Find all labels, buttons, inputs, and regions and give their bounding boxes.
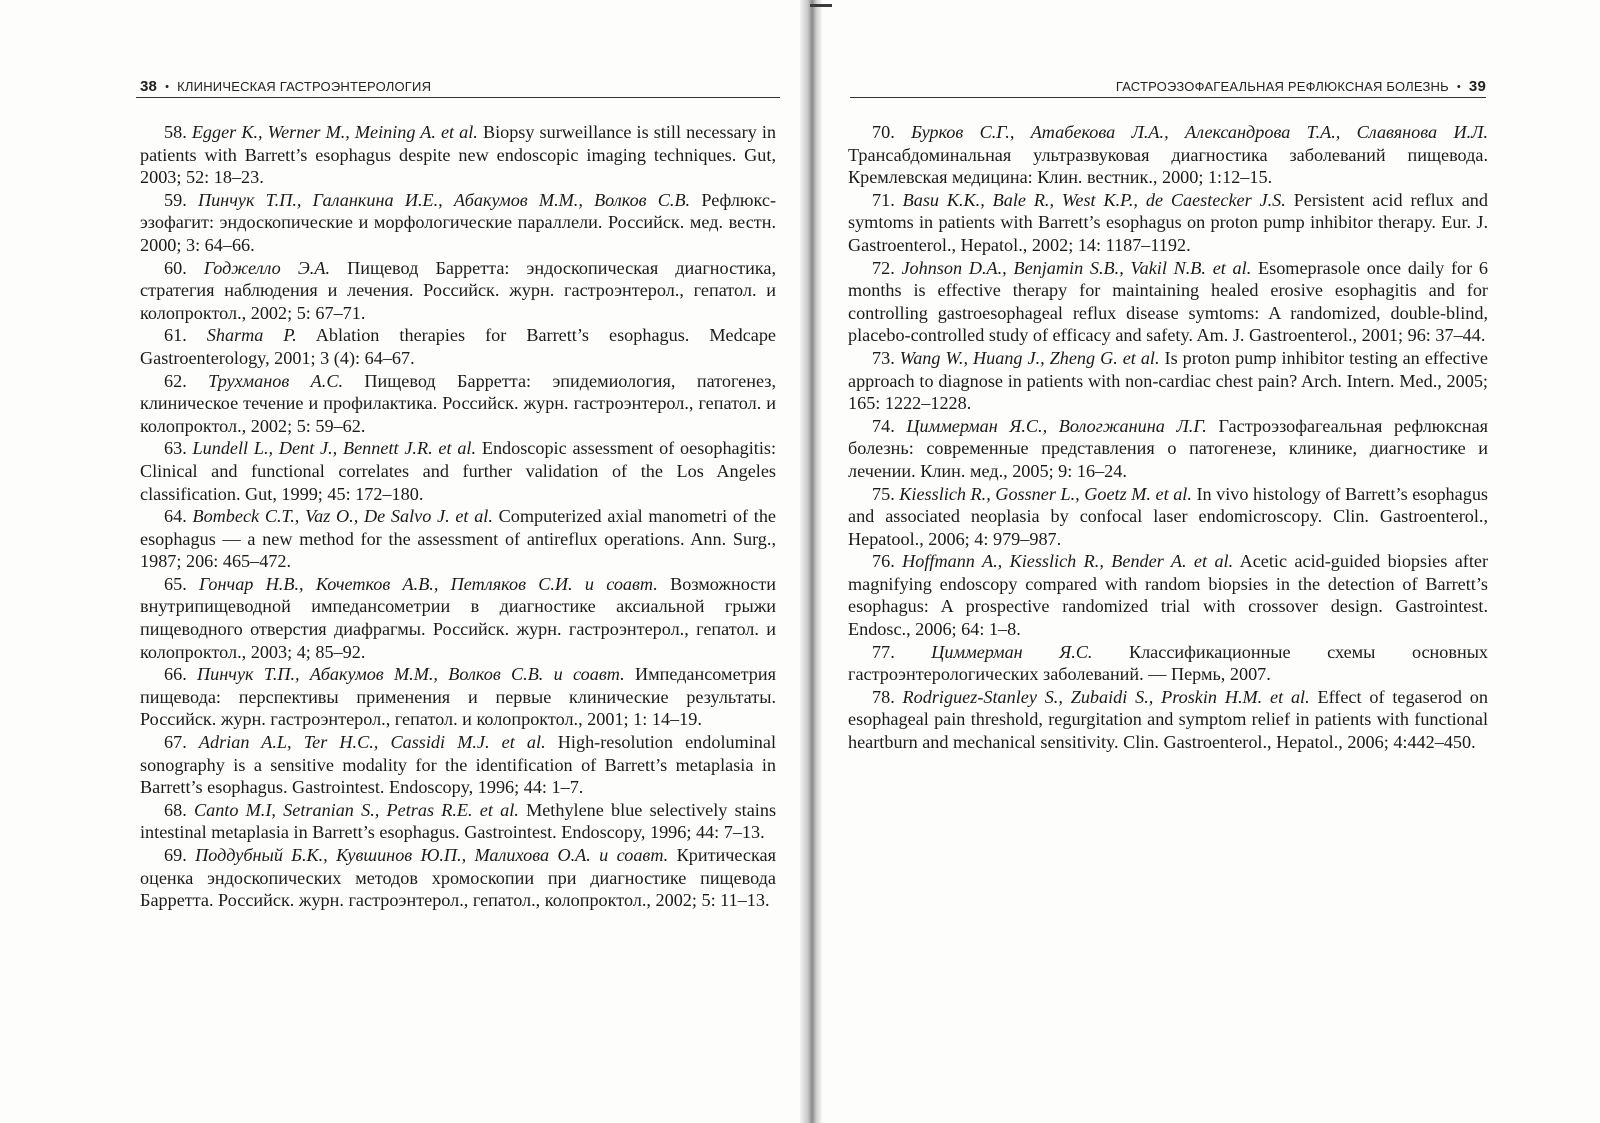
page-number: 38 (140, 78, 158, 95)
reference-authors: Бурков С.Г., Атабекова Л.А., Александрова Т.А., Славянова И.Л. (911, 122, 1489, 142)
reference-authors: Трухманов А.С. (208, 370, 344, 391)
reference-number: 68. (164, 799, 187, 820)
reference-authors: Пинчук Т.П., Абакумов М.М., Волков С.В. и соавт. (197, 664, 625, 685)
reference-text: Biopsy surweillance is still necessary in patients with Barrett’s esophagus despite new endoscopic imaging techniques. Gut, 2003; 52: 18–23. (140, 122, 776, 188)
reference-number: 60. (164, 257, 187, 278)
reference-number: 63. (164, 438, 187, 459)
reference-item (848, 121, 1488, 189)
reference-item (140, 844, 776, 912)
reference-number: 58. (164, 122, 187, 142)
reference-text: Persistent acid reflux and symtoms in patients with Barrett’s esophagus on proton pump inhibitor therapy. Eur. J. Gastroenterol., Hepatol., 2002; 14: 1187–1192. (848, 189, 1488, 255)
reference-number: 67. (164, 732, 187, 753)
reference-authors: Egger K., Werner M., Meining A. et al. (191, 122, 478, 142)
running-title: КЛИНИЧЕСКАЯ ГАСТРОЭНТЕРОЛОГИЯ (177, 79, 432, 94)
reference-number: 65. (164, 573, 187, 594)
reference-number: 76. (872, 551, 895, 572)
reference-number: 71. (872, 189, 895, 210)
reference-authors: Lundell L., Dent J., Bennett J.R. et al. (192, 438, 477, 459)
reference-text: Is proton pump inhibitor testing an effective approach to diagnose in patients with non-cardiac chest pain? Arch. Intern. Med., 2005; 165: 1222–1228. (848, 347, 1489, 414)
reference-authors: Гончар Н.В., Кочетков А.В., Петляков С.И. и соавт. (199, 573, 658, 594)
reference-authors: Поддубный Б.К., Кувшинов Ю.П., Малихова О.А. и соавт. (195, 845, 669, 865)
reference-number: 73. (872, 347, 895, 368)
reference-number: 72. (872, 257, 895, 278)
reference-number: 66. (164, 664, 187, 685)
right-page-header (852, 78, 1486, 98)
reference-item (140, 437, 776, 505)
reference-text: Esomeprasole once daily for 6 months is effective therapy for maintaining healed erosive esophagitis and for controlling gastroesophageal reflux disease symtoms: A randomized, double-blind, placebo-controlled study of efficacy and safety. Am. J. Gastroenterol., 2001; 96: 37–44. (848, 257, 1489, 346)
reference-item (140, 663, 776, 731)
reference-authors: Kiesslich R., Gossner L., Goetz M. et al. (899, 483, 1192, 504)
reference-number: 75. (872, 483, 895, 504)
reference-authors: Bombeck C.T., Vaz O., De Salvo J. et al. (192, 506, 493, 527)
reference-authors: Пинчук Т.П., Галанкина И.Е., Абакумов М.М., Волков С.В. (197, 189, 691, 210)
page-number: 39 (1468, 78, 1486, 95)
reference-item (848, 550, 1488, 640)
reference-authors: Годжелло Э.А. (203, 257, 330, 278)
reference-text: Классификационные схемы основных гастроэнтерологических заболеваний. — Пермь, 2007. (848, 641, 1489, 685)
reference-text: Пищевод Барретта: эпидемиология, патогенез, клиническое течение и профилактика. Российск. журн. гастроэнтерол., гепатол. и колопроктол., 2002; 5: 59–62. (140, 370, 777, 436)
reference-authors: Циммерман Я.С. (931, 641, 1093, 662)
reference-authors: Canto M.I, Setranian S., Petras R.E. et al. (193, 799, 519, 820)
reference-item (848, 686, 1488, 754)
reference-item (848, 641, 1488, 686)
reference-text: Гастроэзофагеальная рефлюксная болезнь: современные представления о патогенезе, клинике, диагностике и лечении. Клин. мед., 2005; 9: 16–24. (848, 415, 1489, 481)
reference-item (140, 257, 776, 325)
reference-authors: Rodriguez-Stanley S., Zubaidi S., Proskin H.M. et al. (902, 686, 1310, 707)
reference-item (140, 121, 776, 189)
reference-item (848, 189, 1488, 257)
header-separator: • (165, 81, 170, 93)
reference-list (140, 121, 776, 912)
reference-item (848, 257, 1488, 347)
reference-text: Methylene blue selectively stains intestinal metaplasia in Barrett’s esophagus. Gastrointest. Endoscopy, 1996; 44: 7–13. (140, 799, 777, 843)
reference-authors: Hoffmann A., Kiesslich R., Bender A. et al. (902, 551, 1234, 572)
reference-item (140, 799, 776, 844)
reference-item (848, 347, 1488, 415)
reference-item (848, 415, 1488, 483)
left-page-header (140, 78, 780, 98)
running-title: ГАСТРОЭЗОФАГЕАЛЬНАЯ РЕФЛЮКСНАЯ БОЛЕЗНЬ (1115, 79, 1449, 94)
reference-text: Импедансометрия пищевода: перспективы применения и первые клинические результаты. Российск. журн. гастроэнтерол., гепатол. и колопроктол., 2001; 1: 14–19. (140, 664, 777, 730)
reference-text: Пищевод Барретта: эндоскопическая диагностика, стратегия наблюдения и лечения. Российск. журн. гастроэнтерол., гепатол. и колопроктол., 2002; 5: 67–71. (140, 257, 777, 323)
book-gutter (800, 0, 822, 1123)
reference-number: 59. (164, 189, 187, 210)
reference-list (848, 121, 1488, 754)
reference-item (140, 731, 776, 799)
reference-number: 62. (164, 370, 187, 391)
reference-authors: Wang W., Huang J., Zheng G. et al. (899, 347, 1160, 368)
reference-number: 61. (164, 325, 187, 346)
reference-number: 77. (872, 641, 895, 662)
right-page (822, 0, 1600, 1123)
reference-item (140, 505, 776, 573)
reference-number: 69. (164, 845, 187, 865)
reference-item (140, 370, 776, 438)
reference-text: In vivo histology of Barrett’s esophagus and associated neoplasia by confocal laser endomicroscopy. Clin. Gastroenterol., Hepatool., 2006; 4: 979–987. (848, 483, 1488, 549)
header-separator: • (1456, 81, 1461, 93)
reference-item (140, 324, 776, 369)
reference-number: 70. (872, 122, 895, 142)
reference-number: 64. (164, 506, 187, 527)
reference-item (140, 573, 776, 663)
reference-item (140, 189, 776, 257)
reference-text: Критическая оценка эндоскопических методов хромоскопии при диагностике пищевода Барретта. Российск. журн. гастроэнтерол., гепатол., колопроктол., 2002; 5: 11–13. (140, 845, 776, 911)
reference-text: Endoscopic assessment of oesophagitis: Clinical and functional correlates and further validation of the Los Angeles classification. Gut, 1999; 45: 172–180. (140, 438, 777, 504)
reference-text: Возможности внутрипищеводной импедансометрии в диагностике аксиальной грыжи пищеводного отверстия диафрагмы. Российск. журн. гастроэнтерол., гепатол. и колопроктол., 2003; 4; 85–92. (140, 573, 777, 662)
reference-text: Effect of tegaserod on esophageal pain threshold, regurgitation and symptom relief in patients with functional heartburn and mechanical sensitivity. Clin. Gastroenterol., Hepatol., 2006; 4:442–450. (848, 686, 1488, 753)
reference-text: Acetic acid-guided biopsies after magnifying endoscopy compared with random biopsies in the detection of Barrett’s esophagus: A prospective randomized trial with crossover design. Gastrointest. Endosc., 2006; 64: 1–8. (848, 551, 1489, 640)
header-rule (850, 97, 1486, 98)
reference-text: Трансабдоминальная ультразвуковая диагностика заболеваний пищевода. Кремлевская медицина: Клин. вестник., 2000; 1:12–15. (848, 144, 1488, 188)
reference-text: Computerized axial manometri of the esophagus — a new method for the assessment of antireflux operations. Ann. Surg., 1987; 206: 465–472. (140, 506, 776, 572)
reference-text: Рефлюкс-эзофагит: эндоскопические и морфологические параллели. Российск. мед. вестн. 2000; 3: 64–66. (140, 189, 777, 255)
reference-number: 74. (872, 415, 895, 436)
reference-text: High-resolution endoluminal sonography is a sensitive modality for the identification of Barrett’s metaplasia in Barrett’s esophagus. Gastrointest. Endoscopy, 1996; 44: 1–7. (140, 732, 777, 798)
header-rule (136, 97, 780, 98)
reference-authors: Johnson D.A., Benjamin S.B., Vakil N.B. et al. (901, 257, 1252, 278)
reference-item (848, 483, 1488, 551)
reference-number: 78. (872, 686, 895, 707)
reference-authors: Basu K.K., Bale R., West K.P., de Caestecker J.S. (902, 189, 1286, 210)
reference-authors: Adrian A.L, Ter H.C., Cassidi M.J. et al. (198, 732, 546, 753)
reference-authors: Sharma P. (206, 325, 297, 346)
reference-authors: Циммерман Я.С., Вологжанина Л.Г. (906, 415, 1207, 436)
reference-text: Ablation therapies for Barrett’s esophagus. Medcape Gastroenterology, 2001; 3 (4): 64–67. (140, 325, 777, 368)
